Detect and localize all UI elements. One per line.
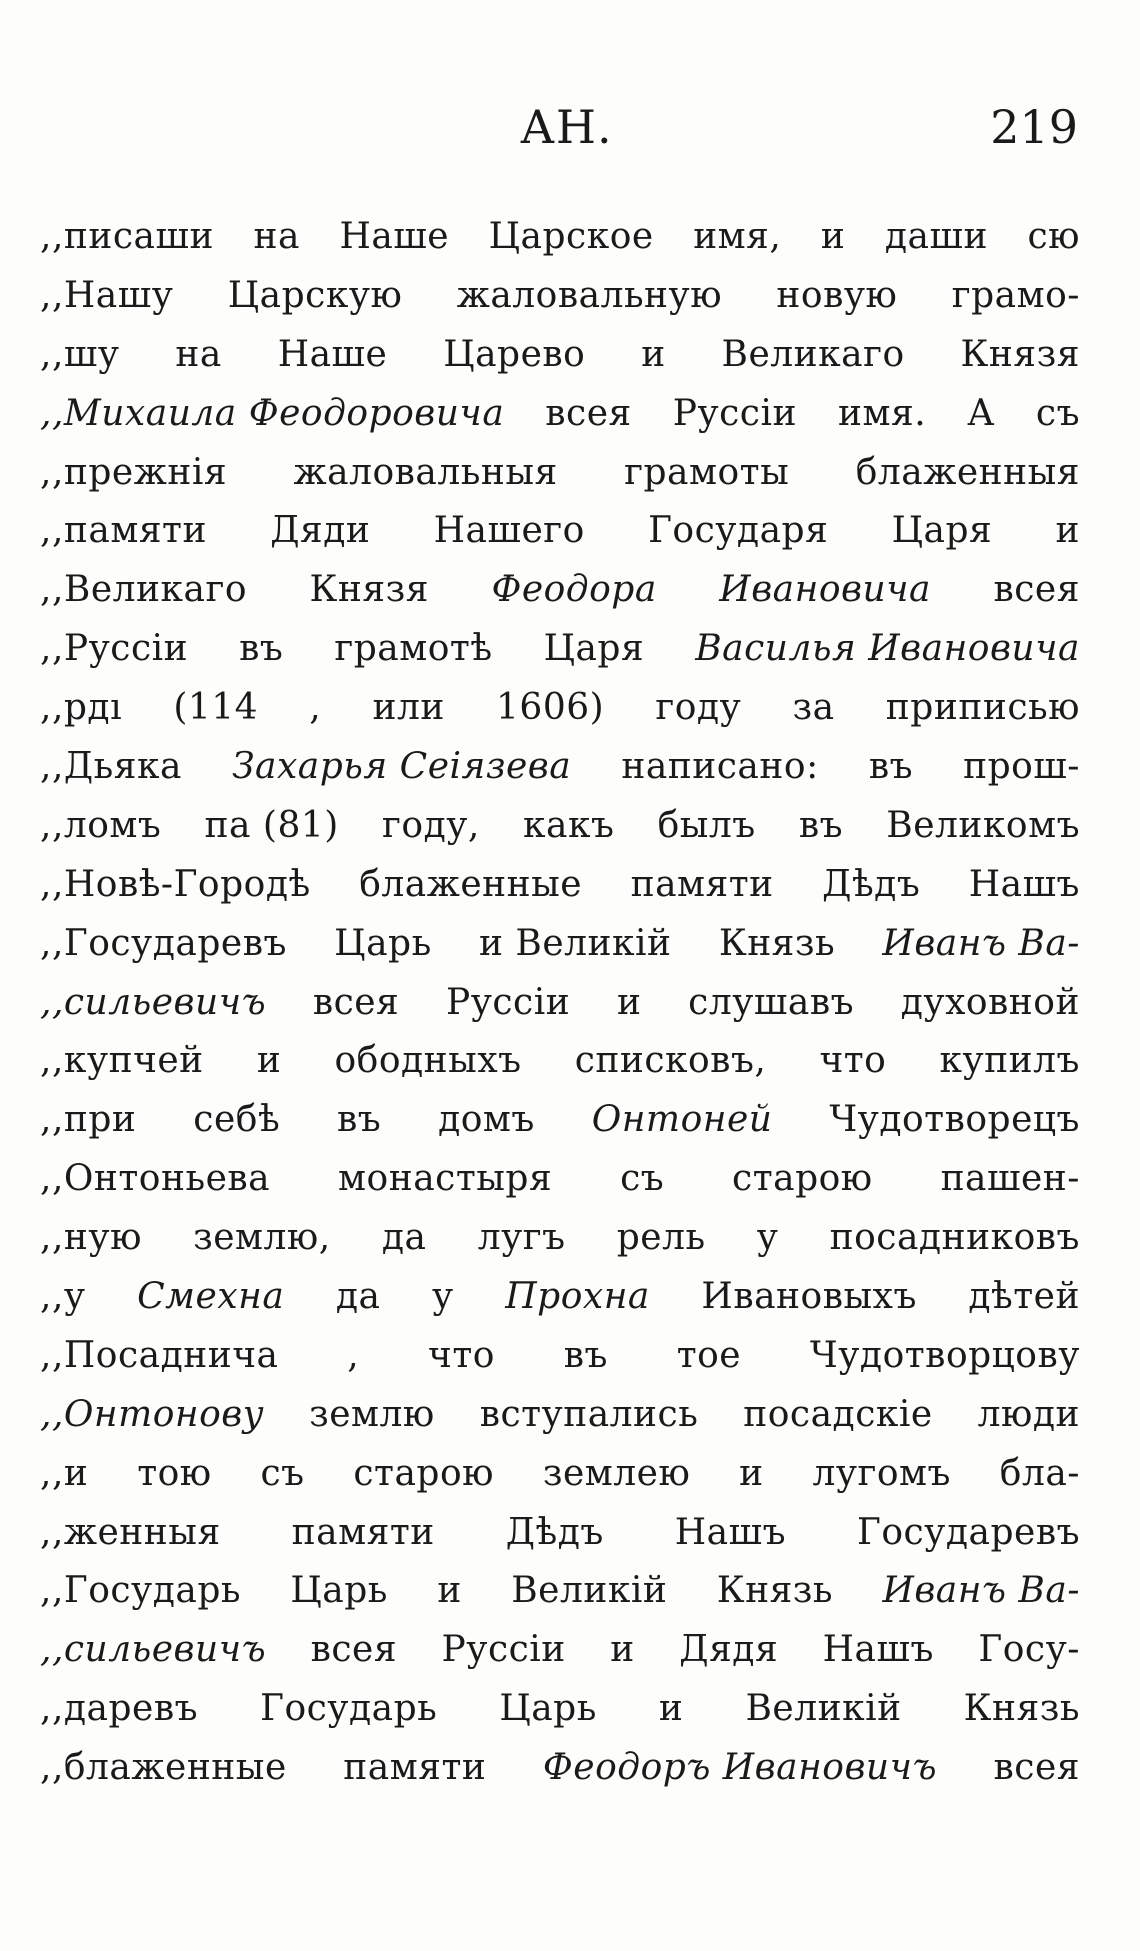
word: А	[967, 392, 995, 434]
word: и	[1055, 510, 1080, 552]
word: жаловальныя	[293, 451, 558, 493]
text-line	[40, 502, 1080, 561]
word: ,,ную	[40, 1217, 142, 1259]
word: Князь	[718, 922, 836, 964]
word: написано:	[621, 746, 819, 788]
word: ,,Онтонову	[40, 1393, 265, 1435]
text-line	[40, 326, 1080, 385]
word: ,,при	[40, 1099, 137, 1141]
word: и Великій	[478, 922, 672, 964]
word: всея	[993, 569, 1080, 611]
word: Князя	[309, 569, 429, 611]
word: вступались	[479, 1393, 699, 1435]
word: въ	[239, 628, 284, 670]
word: Царь	[334, 922, 432, 964]
word: ,,Руссіи	[40, 628, 189, 670]
word: ,,Онтоньева	[40, 1158, 271, 1200]
word: Нашъ	[822, 1629, 934, 1671]
word: лугъ	[477, 1217, 566, 1259]
text-line	[40, 974, 1080, 1033]
word: Нашъ	[968, 863, 1080, 905]
word: па (81)	[204, 804, 339, 846]
word: Захарья Сеіязева	[232, 746, 572, 788]
word: тою	[137, 1452, 212, 1494]
word: ,,сильевичъ	[40, 1629, 267, 1671]
word: Феодоръ Ивановичъ	[542, 1747, 937, 1789]
word: ,	[309, 687, 322, 729]
word: посадниковъ	[829, 1217, 1080, 1259]
word: новую	[776, 274, 898, 316]
word: имя.	[837, 392, 927, 434]
word: Иванъ Ва-	[882, 922, 1080, 964]
word: съ	[620, 1158, 665, 1200]
text-line	[40, 1268, 1080, 1327]
word: за	[792, 687, 835, 729]
text-line	[40, 1562, 1080, 1621]
word: или	[372, 687, 445, 729]
word: ,,сильевичъ	[40, 981, 267, 1023]
word: памяти	[630, 863, 774, 905]
word: 1606)	[496, 687, 605, 729]
text-line	[40, 797, 1080, 856]
text-line	[40, 915, 1080, 974]
word: землю,	[193, 1217, 331, 1259]
word: сю	[1027, 216, 1080, 257]
word: ,,ломъ	[40, 804, 162, 846]
word: ,,у	[40, 1276, 86, 1318]
word: съ	[260, 1452, 305, 1494]
text-line	[40, 620, 1080, 679]
word: и	[820, 216, 846, 257]
word: и	[616, 981, 642, 1023]
word: бла-	[999, 1452, 1080, 1494]
word: прош-	[963, 746, 1080, 788]
word: въ	[337, 1099, 382, 1141]
word: Царскую	[227, 274, 403, 316]
word: году	[655, 687, 742, 729]
word: ,,Нашу	[40, 274, 174, 316]
word: Государевъ	[856, 1511, 1080, 1553]
word: на	[253, 216, 300, 257]
word: Онтоней	[591, 1099, 773, 1141]
word: Руссіи	[672, 392, 797, 434]
word: на	[175, 333, 222, 375]
text-line	[40, 1091, 1080, 1150]
text-line	[40, 679, 1080, 738]
word: Руссіи	[441, 1629, 566, 1671]
word: Царь	[290, 1570, 388, 1612]
text-line	[40, 1680, 1080, 1739]
word: Нашъ	[674, 1511, 786, 1553]
word: Чудотворецъ	[829, 1099, 1080, 1141]
word: слушавъ	[688, 981, 854, 1023]
running-header	[0, 100, 1140, 170]
word: старою	[353, 1452, 494, 1494]
word: Дядя	[679, 1629, 779, 1671]
word: (114	[173, 687, 259, 729]
word: всея	[310, 1629, 398, 1671]
word: ,,шу	[40, 333, 120, 375]
word: Великаго	[721, 333, 905, 375]
word: Царское	[488, 216, 654, 257]
word: ,,прежнія	[40, 451, 228, 493]
word: ,,Великаго	[40, 569, 248, 611]
word: какъ	[523, 804, 615, 846]
word: Государя	[648, 510, 829, 552]
text-line	[40, 1386, 1080, 1445]
text-line	[40, 1445, 1080, 1504]
text-line	[40, 1209, 1080, 1268]
word: и	[610, 1629, 635, 1671]
word: Царево	[443, 333, 586, 375]
word: Руссіи	[445, 981, 571, 1023]
word: ,,Дьяка	[40, 746, 182, 788]
word: грамотѣ	[334, 628, 493, 670]
word: ,,блаженные	[40, 1747, 287, 1789]
word: Василья Ивановича	[695, 628, 1080, 670]
word: блаженные	[359, 863, 583, 905]
word: и	[658, 1688, 684, 1730]
running-head-title: АН.	[520, 100, 613, 154]
word: пашен-	[940, 1158, 1080, 1200]
word: въ	[868, 746, 913, 788]
word: купилъ	[939, 1040, 1080, 1082]
word: и	[437, 1570, 462, 1612]
word: ,,памяти	[40, 510, 207, 552]
word: всея	[312, 981, 400, 1023]
text-line	[40, 267, 1080, 326]
word: всея	[545, 392, 632, 434]
word: съ	[1035, 392, 1080, 434]
word: Иванъ Ва-	[882, 1570, 1080, 1612]
word: себѣ	[193, 1099, 281, 1141]
word: и	[739, 1452, 764, 1494]
word: Князь	[716, 1570, 834, 1612]
word: памяти	[291, 1511, 435, 1553]
word: Госу-	[978, 1629, 1080, 1671]
word: Царя	[891, 510, 993, 552]
word: и	[641, 333, 666, 375]
word: ,,и	[40, 1452, 89, 1494]
word: у	[756, 1217, 779, 1259]
word: Князя	[960, 333, 1080, 375]
text-line	[40, 385, 1080, 444]
word: Великомъ	[886, 804, 1080, 846]
word: приписью	[885, 687, 1080, 729]
word: грамоты	[624, 451, 790, 493]
text-line	[40, 1621, 1080, 1680]
word: посадскіе	[743, 1393, 933, 1435]
word: имя,	[693, 216, 782, 257]
word: въ	[563, 1334, 608, 1376]
word: въ	[798, 804, 844, 846]
word: Великій	[745, 1688, 902, 1730]
word: старою	[732, 1158, 873, 1200]
word: Дяди	[270, 510, 371, 552]
word: ,,Посаднича	[40, 1334, 279, 1376]
word: Царя	[543, 628, 645, 670]
word: да	[335, 1276, 381, 1318]
word: что	[428, 1334, 495, 1376]
word: ,,даревъ	[40, 1688, 199, 1730]
text-line	[40, 444, 1080, 503]
word: дѣтей	[968, 1276, 1080, 1318]
word: ,,Новѣ-Городѣ	[40, 863, 311, 905]
word: ,,рдı	[40, 687, 123, 729]
word: Наше	[277, 333, 388, 375]
word: блаженныя	[855, 451, 1080, 493]
word: Дѣдъ	[822, 863, 921, 905]
word: тое	[676, 1334, 742, 1376]
word: жаловальную	[456, 274, 723, 316]
word: году,	[382, 804, 480, 846]
text-line	[40, 738, 1080, 797]
word: землею	[542, 1452, 691, 1494]
text-line	[40, 1327, 1080, 1386]
word: Дѣдъ	[505, 1511, 604, 1553]
word: Нашего	[433, 510, 585, 552]
text-line	[40, 1504, 1080, 1563]
text-line	[40, 1032, 1080, 1091]
word: духовной	[900, 981, 1080, 1023]
word: ,	[347, 1334, 360, 1376]
word: да	[381, 1217, 427, 1259]
word: ободныхъ	[334, 1040, 522, 1082]
word: монастыря	[338, 1158, 553, 1200]
word: Государь	[260, 1688, 438, 1730]
text-line	[40, 1739, 1080, 1798]
word: Ивановича	[719, 569, 931, 611]
word: памяти	[343, 1747, 487, 1789]
word: лугомъ	[812, 1452, 951, 1494]
word: Чудотворцову	[809, 1334, 1080, 1376]
text-line	[40, 208, 1080, 267]
page-number: 219	[990, 100, 1078, 154]
word: домъ	[438, 1099, 535, 1141]
word: Прохна	[505, 1276, 650, 1318]
word: Феодора	[491, 569, 657, 611]
word: даши	[884, 216, 988, 257]
text-line	[40, 856, 1080, 915]
word: Великій	[511, 1570, 668, 1612]
word: что	[819, 1040, 887, 1082]
word: ,,купчей	[40, 1040, 204, 1082]
word: и	[256, 1040, 282, 1082]
word: Наше	[339, 216, 450, 257]
word: Царь	[499, 1688, 597, 1730]
word: люди	[977, 1393, 1080, 1435]
word: Ивановыхъ	[701, 1276, 917, 1318]
word: рель	[616, 1217, 706, 1259]
word: списковъ,	[574, 1040, 767, 1082]
word: ,,писаши	[40, 216, 214, 257]
word: ,,Государь	[40, 1570, 242, 1612]
text-line	[40, 1150, 1080, 1209]
word: ,,Михаила Феодоровича	[40, 392, 505, 434]
word: землю	[309, 1393, 435, 1435]
word: Князь	[963, 1688, 1080, 1730]
body-text	[40, 208, 1080, 1798]
word: Смехна	[137, 1276, 285, 1318]
word: ,,женныя	[40, 1511, 221, 1553]
word: былъ	[657, 804, 756, 846]
text-line	[40, 561, 1080, 620]
word: у	[432, 1276, 454, 1318]
word: ,,Государевъ	[40, 922, 287, 964]
word: грамо-	[951, 274, 1080, 316]
word: всея	[993, 1747, 1080, 1789]
